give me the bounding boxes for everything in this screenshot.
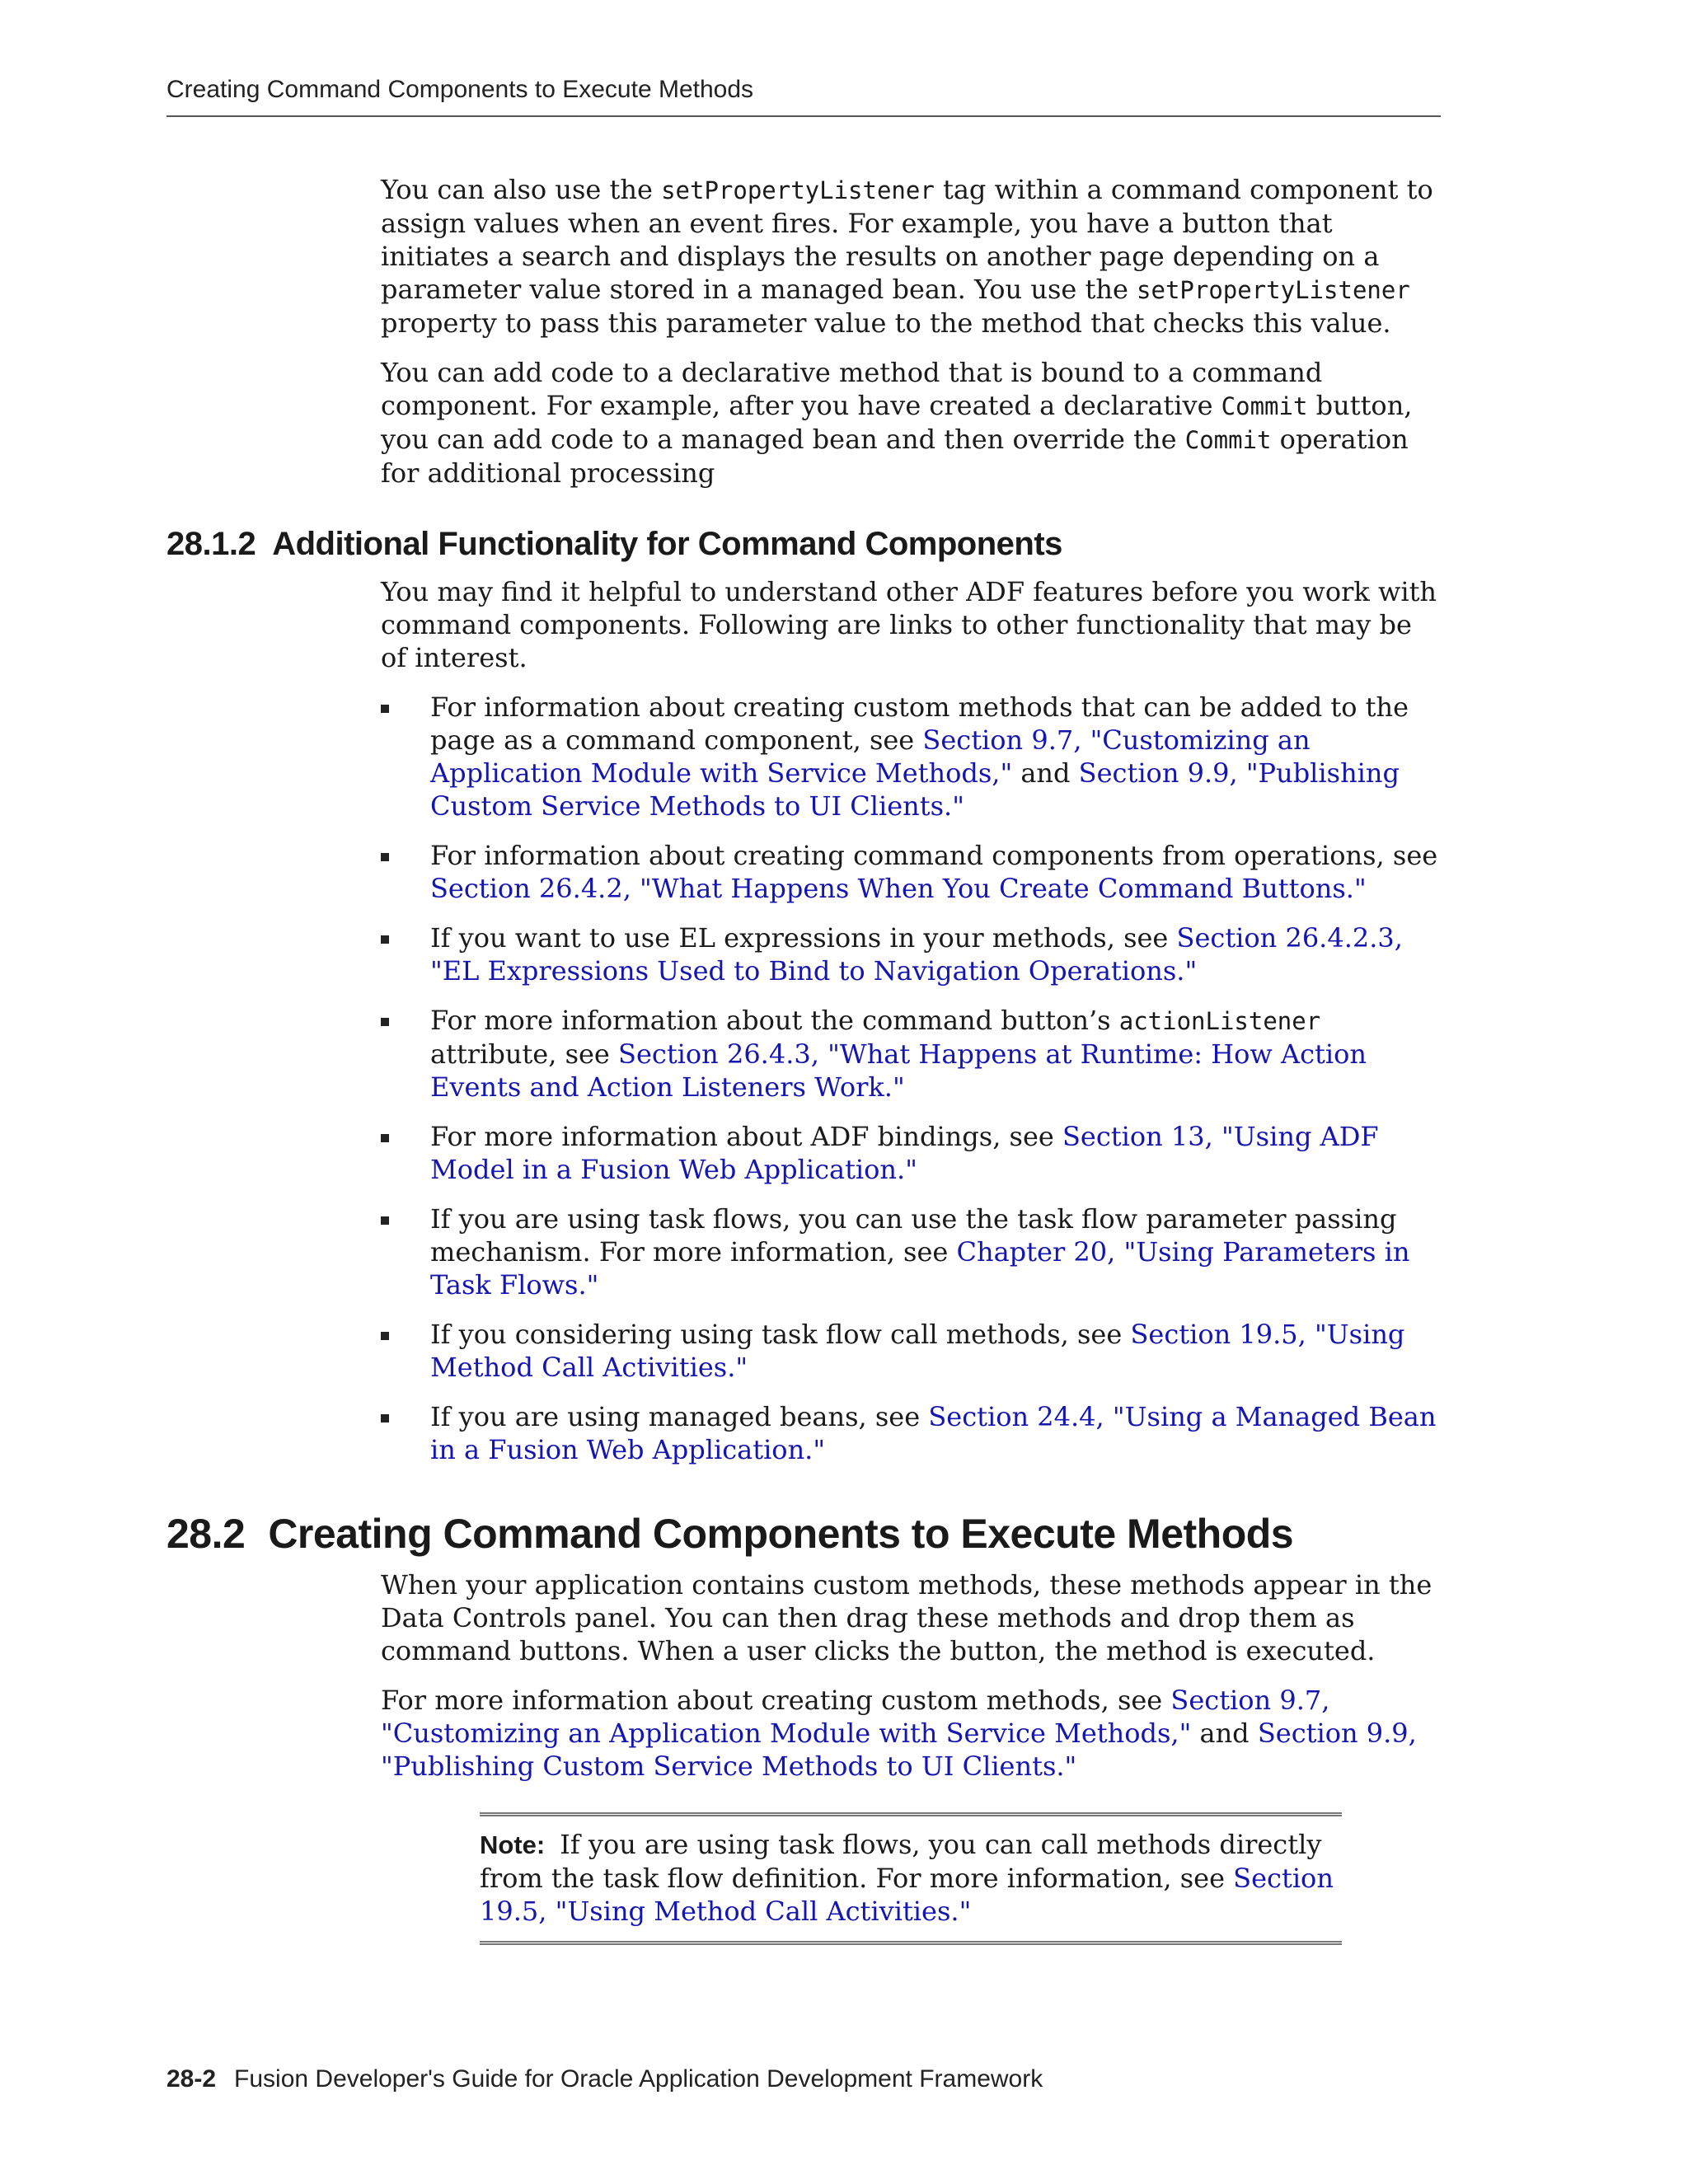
list-item bbox=[381, 839, 1441, 905]
text-run: and bbox=[1012, 757, 1079, 789]
inline-code: actionListener bbox=[1118, 1007, 1321, 1035]
text-run: For more information about creating custom methods, see bbox=[381, 1685, 1171, 1716]
list-item bbox=[381, 1004, 1441, 1104]
list-item-text bbox=[430, 1005, 1367, 1103]
section-title: Additional Functionality for Command Components bbox=[272, 526, 1062, 562]
cross-reference-link[interactable]: Chapter 20, "Using Parameters in Task Flows." bbox=[430, 1236, 1410, 1301]
page-footer bbox=[166, 2065, 1043, 2093]
text-run: operation for additional processing bbox=[381, 424, 1409, 489]
list-item bbox=[381, 1400, 1441, 1466]
cross-reference-link[interactable]: Section 19.5, "Using Method Call Activities." bbox=[430, 1319, 1405, 1383]
section-number: 28.1.2 bbox=[166, 526, 256, 562]
page-number: 28-2 bbox=[166, 2065, 217, 2093]
list-item bbox=[381, 1120, 1441, 1186]
cross-reference-link[interactable]: Section 9.9, "Publishing Custom Service Methods to UI Clients." bbox=[381, 1718, 1417, 1782]
cross-reference-link[interactable]: Section 13, "Using ADF Model in a Fusion Web Application." bbox=[430, 1121, 1379, 1185]
list-item-text bbox=[430, 1319, 1404, 1383]
bullet-icon bbox=[381, 1332, 389, 1340]
section-body bbox=[381, 1568, 1441, 1945]
list-item-text bbox=[430, 691, 1409, 822]
list-item-text bbox=[430, 922, 1403, 987]
list-item-text bbox=[430, 1121, 1379, 1185]
list-item-text bbox=[430, 1203, 1409, 1301]
section-heading bbox=[166, 524, 1688, 564]
inline-code: Commit bbox=[1221, 392, 1308, 420]
bullet-icon bbox=[381, 1018, 389, 1026]
bullet-icon bbox=[381, 935, 389, 944]
note-text bbox=[480, 1829, 1334, 1927]
paragraph bbox=[381, 173, 1441, 340]
running-header-title: Creating Command Components to Execute Methods bbox=[166, 76, 754, 103]
text-run: attribute, see bbox=[430, 1038, 619, 1070]
bullet-list bbox=[381, 691, 1441, 1466]
section-body bbox=[381, 575, 1441, 1466]
bullet-icon bbox=[381, 853, 389, 861]
text-run: If you are using managed beans, see bbox=[430, 1401, 929, 1432]
paragraph bbox=[381, 1568, 1441, 1667]
text-run: You may find it helpful to understand other ADF features before you work with command components. Following are links to other functionality that may be of interest. bbox=[381, 576, 1437, 673]
running-header bbox=[166, 76, 1441, 117]
bullet-icon bbox=[381, 705, 389, 713]
list-item bbox=[381, 1202, 1441, 1301]
text-run: For more information about ADF bindings, see bbox=[430, 1121, 1062, 1152]
list-item bbox=[381, 921, 1441, 987]
section-number: 28.2 bbox=[166, 1511, 246, 1557]
text-run: You can add code to a declarative method that is bound to a command component. For example, after you have created a declarative bbox=[381, 357, 1323, 421]
bullet-icon bbox=[381, 1134, 389, 1142]
inline-code: setPropertyListener bbox=[661, 176, 935, 204]
bullet-icon bbox=[381, 1414, 389, 1422]
paragraph bbox=[381, 356, 1441, 490]
text-run: For information about creating custom methods that can be added to the page as a command component, see bbox=[430, 691, 1409, 756]
text-run: If you considering using task flow call methods, see bbox=[430, 1319, 1131, 1350]
intro-block bbox=[381, 173, 1441, 490]
text-run: If you want to use EL expressions in your methods, see bbox=[430, 922, 1177, 954]
section-heading bbox=[166, 1509, 1688, 1558]
inline-code: setPropertyListener bbox=[1137, 276, 1410, 304]
text-run: If you are using task flows, you can use the task flow parameter passing mechanism. For more information, see bbox=[430, 1203, 1397, 1268]
cross-reference-link[interactable]: Section 26.4.3, "What Happens at Runtime: How Action Events and Action Listeners Work." bbox=[430, 1038, 1367, 1103]
bullet-icon bbox=[381, 1216, 389, 1225]
cross-reference-link[interactable]: Section 26.4.2.3, "EL Expressions Used to Bind to Navigation Operations." bbox=[430, 922, 1403, 987]
inline-code: Commit bbox=[1184, 426, 1272, 454]
note-label: Note: bbox=[480, 1830, 546, 1859]
list-item-text bbox=[430, 1401, 1436, 1465]
cross-reference-link[interactable]: Section 9.7, "Customizing an Application Module with Service Methods," bbox=[430, 724, 1311, 789]
cross-reference-link[interactable]: Section 19.5, "Using Method Call Activities." bbox=[480, 1863, 1334, 1927]
text-run: If you are using task flows, you can call methods directly from the task flow definition. For more information, see bbox=[480, 1829, 1322, 1894]
text-run: For more information about the command button’s bbox=[430, 1005, 1119, 1036]
list-item-text bbox=[430, 840, 1437, 904]
paragraph bbox=[381, 575, 1441, 674]
text-run: You can also use the bbox=[381, 174, 662, 205]
text-run: button, you can add code to a managed bean and then override the bbox=[381, 390, 1413, 455]
text-run: and bbox=[1191, 1718, 1258, 1749]
cross-reference-link[interactable]: Section 24.4, "Using a Managed Bean in a Fusion Web Application." bbox=[430, 1401, 1437, 1465]
page-content bbox=[0, 173, 1688, 1945]
book-title: Fusion Developer's Guide for Oracle Application Development Framework bbox=[234, 2065, 1043, 2093]
text-run: tag within a command component to assign values when an event fires. For example, you have a button that initiates a search and displays the results on another page depending on a parameter value stored in a managed bean. You use the bbox=[381, 174, 1433, 305]
text-run: property to pass this parameter value to the method that checks this value. bbox=[381, 307, 1391, 339]
cross-reference-link[interactable]: Section 9.7, "Customizing an Application Module with Service Methods," bbox=[381, 1685, 1330, 1749]
note-box bbox=[480, 1812, 1342, 1945]
cross-reference-link[interactable]: Section 26.4.2, "What Happens When You Create Command Buttons." bbox=[430, 873, 1367, 904]
text-run: For information about creating command components from operations, see bbox=[430, 840, 1438, 871]
section-title: Creating Command Components to Execute Methods bbox=[268, 1511, 1294, 1557]
list-item bbox=[381, 1318, 1441, 1384]
paragraph bbox=[381, 1684, 1441, 1783]
list-item bbox=[381, 691, 1441, 823]
text-run: When your application contains custom methods, these methods appear in the Data Controls panel. You can then drag these methods and drop them as command buttons. When a user clicks the button, the method is executed. bbox=[381, 1569, 1432, 1666]
cross-reference-link[interactable]: Section 9.9, "Publishing Custom Service Methods to UI Clients." bbox=[430, 757, 1400, 822]
